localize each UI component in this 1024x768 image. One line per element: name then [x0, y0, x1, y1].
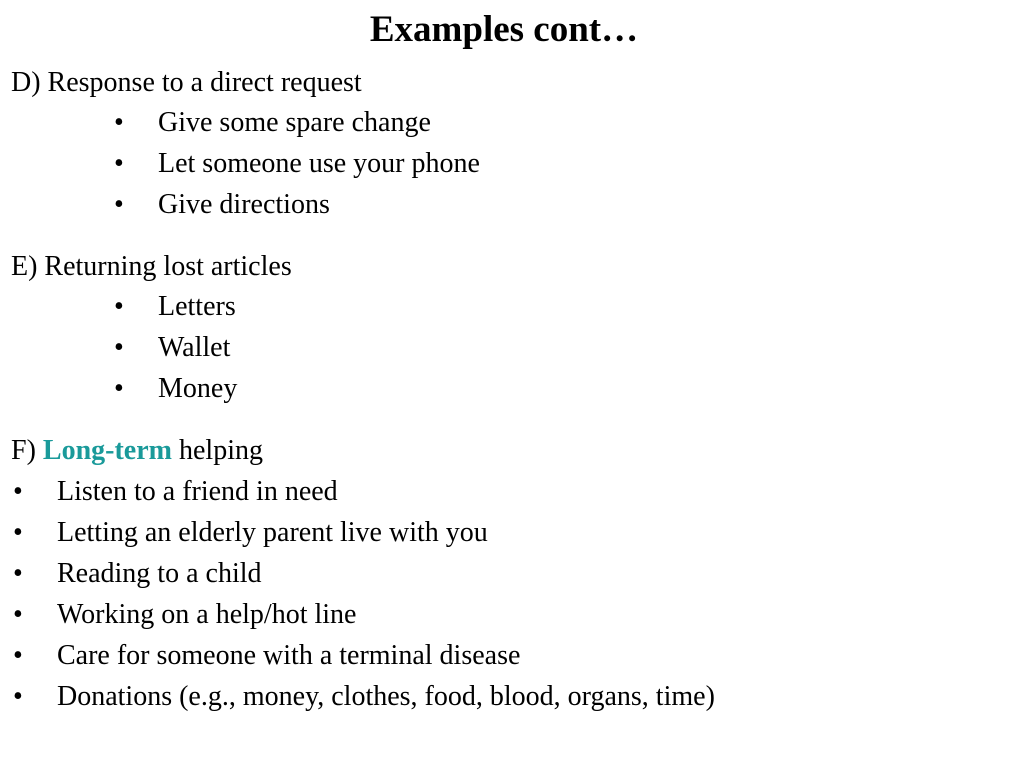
bullet-icon: •: [114, 373, 124, 404]
bullet-icon: •: [114, 291, 124, 322]
slide-title: Examples cont…: [369, 9, 639, 50]
list-item-text: Letters: [158, 291, 236, 322]
list-item-text: Care for someone with a terminal disease: [57, 640, 521, 671]
list-item: [114, 106, 714, 140]
section-f-prefix: F): [11, 435, 36, 466]
list-item-text: Letting an elderly parent live with you: [57, 517, 488, 548]
list-item: [13, 516, 913, 550]
list-item: [114, 331, 714, 365]
bullet-icon: •: [13, 599, 23, 630]
list-item-text: Give some spare change: [158, 107, 431, 138]
bullet-icon: •: [114, 189, 124, 220]
list-item: [114, 147, 714, 181]
list-item: [13, 598, 913, 632]
bullet-icon: •: [114, 107, 124, 138]
section-e-heading: E) Returning lost articles: [11, 251, 292, 282]
list-item-text: Let someone use your phone: [158, 148, 480, 179]
section-f-heading: [11, 434, 263, 468]
section-f-accent: Long-term: [42, 435, 172, 466]
list-item-text: Reading to a child: [57, 558, 262, 589]
bullet-icon: •: [13, 476, 23, 507]
list-item-text: Working on a help/hot line: [57, 599, 357, 630]
bullet-icon: •: [13, 517, 23, 548]
list-item-text: Money: [158, 373, 238, 404]
section-f-suffix: helping: [178, 435, 263, 466]
list-item: [114, 372, 714, 406]
section-d-heading: D) Response to a direct request: [11, 67, 362, 98]
list-item-text: Donations (e.g., money, clothes, food, blood, organs, time): [57, 681, 715, 712]
list-item-text: Listen to a friend in need: [57, 476, 338, 507]
list-item: [13, 639, 913, 673]
bullet-icon: •: [13, 681, 23, 712]
list-item: [114, 290, 714, 324]
bullet-icon: •: [13, 640, 23, 671]
list-item: [13, 475, 913, 509]
list-item-text: Wallet: [158, 332, 231, 363]
bullet-icon: •: [114, 332, 124, 363]
bullet-icon: •: [114, 148, 124, 179]
bullet-icon: •: [13, 558, 23, 589]
list-item-text: Give directions: [158, 189, 330, 220]
list-item: [13, 680, 913, 714]
list-item: [13, 557, 913, 591]
list-item: [114, 188, 714, 222]
